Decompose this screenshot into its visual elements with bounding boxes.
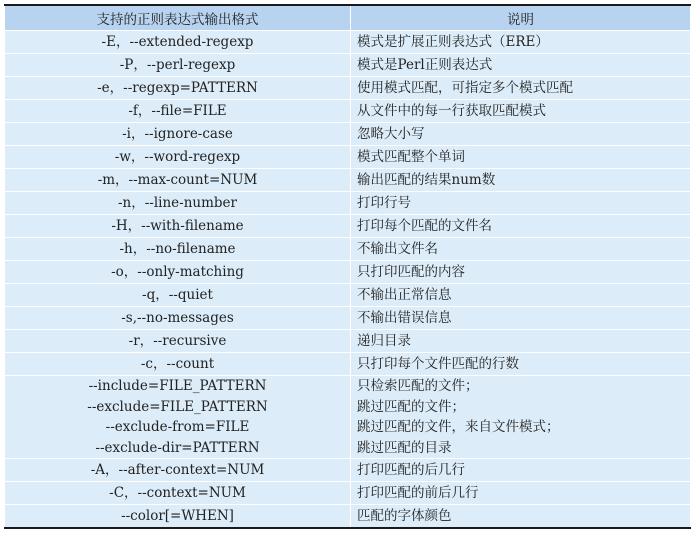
table-row	[5, 77, 691, 100]
table-header-row	[5, 5, 691, 31]
option-text: -C，--context=NUM	[109, 485, 246, 502]
table-row	[5, 238, 691, 261]
table-row	[5, 459, 691, 482]
description-text: 匹配的字体颜色	[357, 508, 452, 525]
description-cell	[351, 31, 691, 54]
grep-options-table-container	[4, 4, 690, 529]
option-text: -r，--recursive	[128, 332, 227, 349]
description-cell	[351, 146, 691, 169]
description-text: 模式是扩展正则表达式（ERE）	[357, 33, 549, 50]
header-option-format: 支持的正则表达式输出格式	[5, 5, 351, 31]
description-cell	[351, 307, 691, 330]
description-text: 递归目录	[357, 332, 411, 349]
option-cell	[5, 54, 351, 77]
option-cell	[5, 123, 351, 146]
header-description: 说明	[351, 5, 691, 31]
description-text: 打印行号	[357, 194, 411, 211]
description-cell	[351, 505, 691, 529]
description-text: 不输出错误信息	[357, 309, 452, 326]
option-cell	[5, 100, 351, 123]
description-text: 模式匹配整个单词	[357, 148, 465, 165]
option-text: -H，--with-filename	[111, 217, 244, 234]
option-text: -m，--max-count=NUM	[97, 171, 258, 188]
description-text: 使用模式匹配，可指定多个模式匹配	[357, 79, 573, 96]
option-text: -w，--word-regexp	[114, 148, 241, 165]
option-cell	[5, 505, 351, 529]
description-cell	[351, 284, 691, 307]
table-row	[5, 353, 691, 376]
option-cell	[5, 238, 351, 261]
option-cell	[5, 169, 351, 192]
option-text: --exclude=FILE_PATTERN	[87, 398, 268, 415]
description-cell	[351, 100, 691, 123]
option-text: --include=FILE_PATTERN	[88, 378, 267, 394]
description-cell	[351, 192, 691, 215]
description-text: 跳过匹配的文件，来自文件模式；	[357, 419, 560, 436]
option-text: --exclude-dir=PATTERN	[95, 439, 260, 456]
table-row	[5, 192, 691, 215]
description-text: 打印匹配的后几行	[357, 462, 465, 479]
table-row	[5, 146, 691, 169]
description-cell	[351, 376, 691, 459]
table-row	[5, 54, 691, 77]
table-body	[5, 31, 691, 529]
description-cell	[351, 353, 691, 376]
option-cell	[5, 307, 351, 330]
table-row	[5, 100, 691, 123]
table-row	[5, 123, 691, 146]
option-text: -n，--line-number	[117, 194, 238, 211]
table-row	[5, 261, 691, 284]
description-cell	[351, 54, 691, 77]
option-text: -h，--no-filename	[119, 240, 236, 257]
description-text: 从文件中的每一行获取匹配模式	[357, 102, 546, 119]
description-cell	[351, 77, 691, 100]
option-text: -P，--perl-regexp	[119, 56, 236, 73]
option-text: -A，--after-context=NUM	[90, 462, 265, 479]
table-row	[5, 215, 691, 238]
description-cell	[351, 238, 691, 261]
table-row	[5, 169, 691, 192]
description-text: 忽略大小写	[357, 125, 425, 142]
option-cell	[5, 261, 351, 284]
description-text: 打印每个匹配的文件名	[357, 217, 492, 234]
option-text: -E，--extended-regexp	[101, 33, 254, 50]
description-text: 跳过匹配的目录	[357, 439, 452, 456]
description-cell	[351, 169, 691, 192]
description-text: 只打印每个文件匹配的行数	[357, 355, 519, 372]
description-cell	[351, 482, 691, 505]
table-row	[5, 330, 691, 353]
option-cell	[5, 192, 351, 215]
option-cell	[5, 284, 351, 307]
option-text: -o，--only-matching	[111, 263, 244, 280]
description-cell	[351, 330, 691, 353]
description-text: 不输出文件名	[357, 240, 438, 257]
option-text: -i，--ignore-case	[122, 125, 233, 142]
grep-options-table	[4, 4, 691, 529]
option-cell	[5, 146, 351, 169]
option-text: --color[=WHEN]	[121, 508, 234, 525]
option-cell	[5, 482, 351, 505]
option-cell	[5, 215, 351, 238]
table-row	[5, 505, 691, 529]
description-cell	[351, 123, 691, 146]
table-row	[5, 31, 691, 54]
description-text: 只检索匹配的文件；	[357, 378, 479, 394]
option-text: -c，--count	[140, 355, 215, 372]
option-text: -s,--no-messages	[121, 309, 234, 326]
description-cell	[351, 215, 691, 238]
option-cell	[5, 376, 351, 459]
description-cell	[351, 261, 691, 284]
option-cell	[5, 31, 351, 54]
description-cell	[351, 459, 691, 482]
option-text: -f，--file=FILE	[128, 102, 227, 119]
description-text: 不输出正常信息	[357, 286, 452, 303]
option-cell	[5, 353, 351, 376]
description-text: 模式是Perl正则表达式	[357, 56, 493, 73]
table-row	[5, 482, 691, 505]
option-cell	[5, 77, 351, 100]
option-text: -q，--quiet	[142, 286, 213, 303]
option-cell	[5, 330, 351, 353]
option-text: --exclude-from=FILE	[105, 419, 250, 436]
table-row	[5, 284, 691, 307]
option-text: -e，--regexp=PATTERN	[97, 79, 258, 96]
description-text: 只打印匹配的内容	[357, 263, 465, 280]
table-row	[5, 307, 691, 330]
description-text: 输出匹配的结果num数	[357, 171, 496, 188]
option-cell	[5, 459, 351, 482]
description-text: 打印匹配的前后几行	[357, 485, 479, 502]
table-row	[5, 376, 691, 459]
description-text: 跳过匹配的文件；	[357, 398, 465, 415]
